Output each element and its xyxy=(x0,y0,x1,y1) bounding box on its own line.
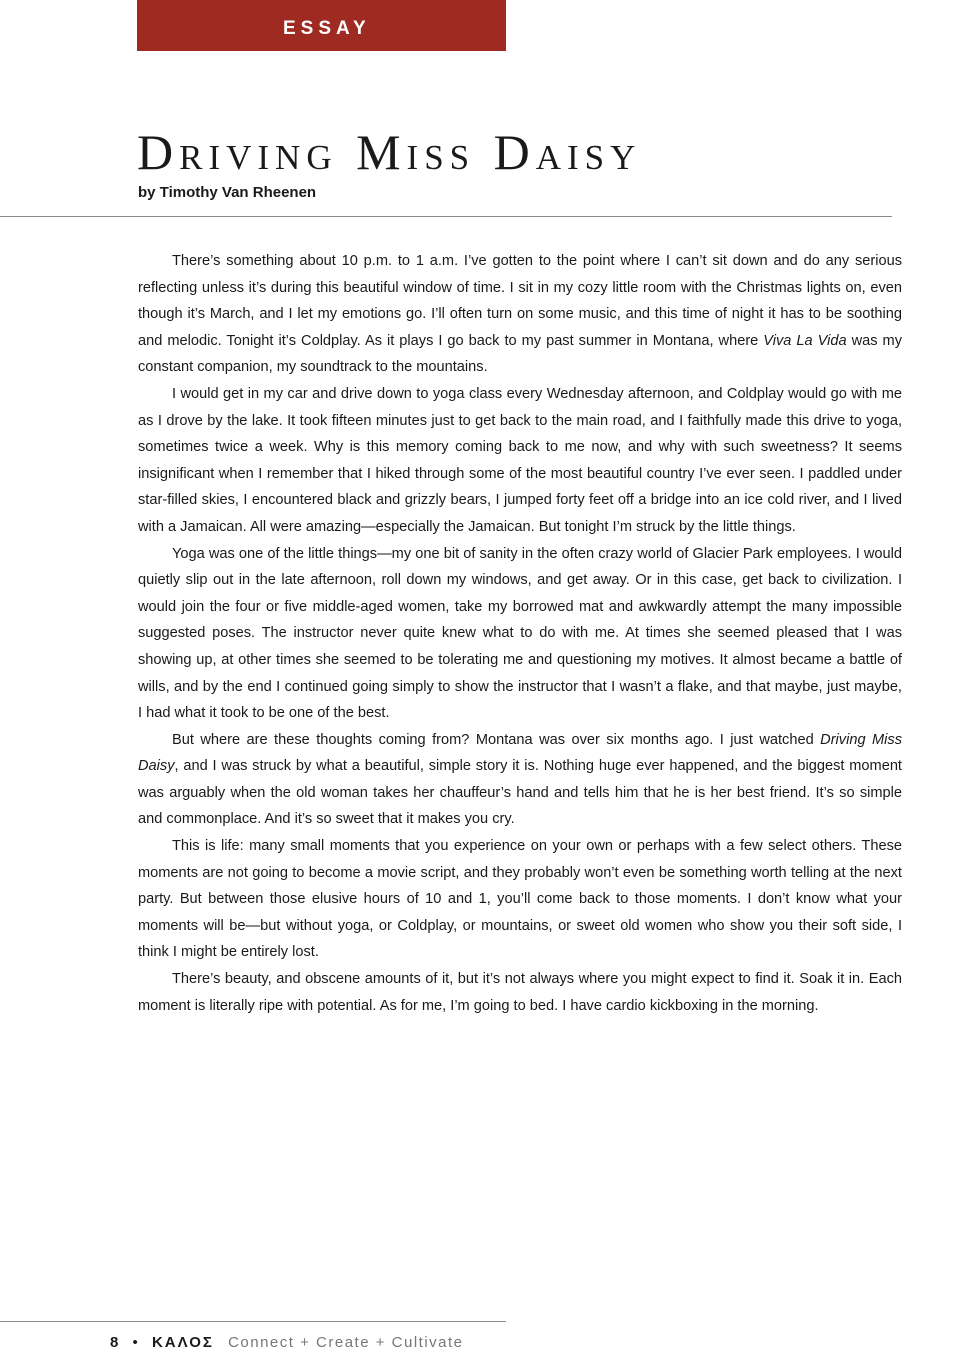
paragraph-5: This is life: many small moments that you experience on your own or perhaps with a few select others. These moments are not going to become a movie script, and they probably won’t even be something worth telling at the next party. But between those elusive hours of 10 and 1, you’ll come back to those moments. I don’t know what your moments will be—but without yoga, or Coldplay, or mountains, or sweet old women who show you their soft side, I think I might be entirely lost. xyxy=(138,838,902,961)
magazine-tagline: Connect + Create + Cultivate xyxy=(228,1334,464,1351)
paragraph-1-italic: Viva La Vida xyxy=(763,332,847,349)
footer-separator: • xyxy=(132,1334,138,1351)
paragraph-4 xyxy=(138,727,902,833)
article-title: Driving Miss Daisy xyxy=(137,124,642,180)
paragraph-6: There’s beauty, and obscene amounts of it, but it’s not always where you might expect to find it. Soak it in. Each moment is literally ripe with potential. As for me, I’m going to bed. I have cardio kickboxing in the morning. xyxy=(138,971,902,1014)
footer-divider xyxy=(0,1321,506,1322)
page-footer xyxy=(110,1334,464,1351)
section-label: ESSAY xyxy=(283,18,371,39)
paragraph-4-text-b: , and I was struck by what a beautiful, simple story it is. Nothing huge ever happened, and the biggest moment was arguably when the old woman takes her chauffeur’s hand and tells him that he is her best friend. It’s so simple and commonplace. And it’s so sweet that it makes you cry. xyxy=(138,758,902,828)
magazine-name: ΚΑΛΟΣ xyxy=(151,1334,214,1351)
article-body xyxy=(138,248,902,1019)
section-tab xyxy=(137,0,506,51)
paragraph-1 xyxy=(138,248,902,381)
page-number: 8 xyxy=(110,1334,119,1351)
paragraph-2: I would get in my car and drive down to yoga class every Wednesday afternoon, and Coldplay would go with me as I drove by the lake. It took fifteen minutes just to get back to the main road, and I faithfully made this drive to yoga, sometimes twice a week. Why is this memory coming back to me now, and why with such sweetness? It seems insignificant when I remember that I hiked through some of the most beautiful country I’ve ever seen. I paddled under star-filled skies, I encountered black and grizzly bears, I jumped forty feet off a bridge into an ice cold river, and I lived with a Jamaican. All were amazing—especially the Jamaican. But tonight I’m struck by the little things. xyxy=(138,385,902,535)
paragraph-1-text-a: There’s something about 10 p.m. to 1 a.m. I’ve gotten to the point where I can’t sit down and do any serious reflecting unless it’s during this beautiful window of time. I sit in my cozy little room with the Christmas lights on, even though it’s March, and I let my emotions go. I’ll often turn on some music, and this time of night it has to be soothing and melodic. Tonight it’s Coldplay. As it plays I go back to my past summer in Montana, where xyxy=(138,253,902,349)
article-byline: by Timothy Van Rheenen xyxy=(138,184,317,201)
paragraph-1-text-b: was my constant companion, my soundtrack to the mountains. xyxy=(138,332,902,376)
paragraph-4-text-a: But where are these thoughts coming from? Montana was over six months ago. I just watched xyxy=(172,731,821,748)
title-divider xyxy=(0,216,892,217)
paragraph-3: Yoga was one of the little things—my one bit of sanity in the often crazy world of Glacier Park employees. I would quietly slip out in the late afternoon, roll down my windows, and get away. Or in this case, get back to civilization. I would join the four or five middle-aged women, take my borrowed mat and awkwardly attempt the many impossible suggested poses. The instructor never quite knew what to do with me. At times she seemed pleased that I was showing up, at other times she seemed to be tolerating me and questioning my motives. It almost became a battle of wills, and by the end I continued going simply to show the instructor that I wasn’t a flake, and that maybe, just maybe, I had what it took to be one of the best. xyxy=(138,545,902,722)
paragraph-4-italic: Driving Miss Daisy xyxy=(138,731,902,775)
